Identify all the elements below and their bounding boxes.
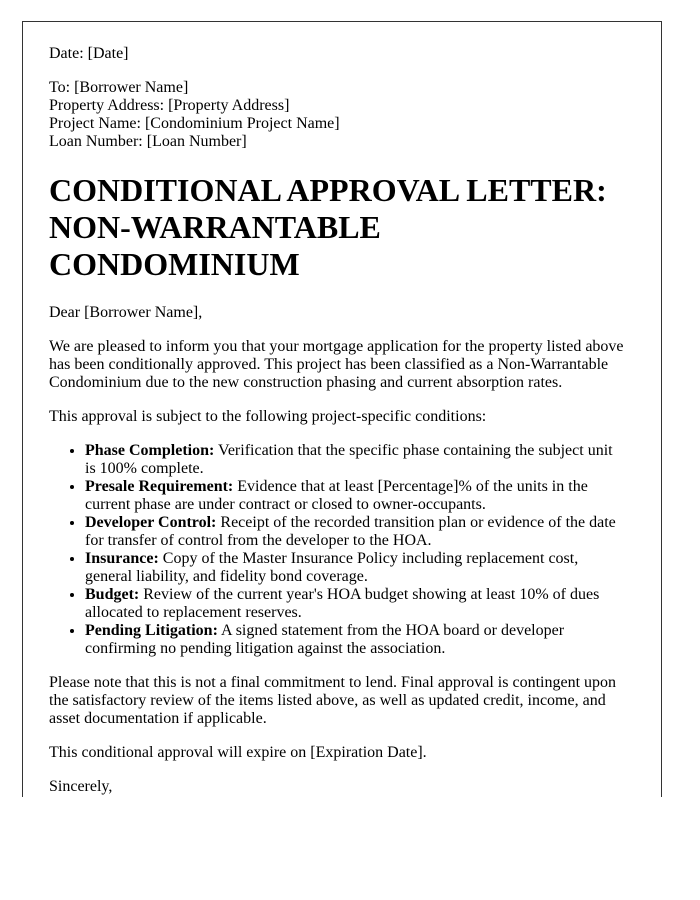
- recipient-block: [49, 79, 627, 151]
- condition-item-budget: [85, 586, 627, 622]
- condition-item-presale-requirement: [85, 478, 627, 514]
- condition-text: Verification that the specific phase containing the subject unit is 100% complete.: [85, 442, 613, 477]
- condition-item-insurance: [85, 550, 627, 586]
- conditions-intro: This approval is subject to the following project-specific conditions:: [49, 408, 487, 425]
- intro-paragraph: We are pleased to inform you that your mortgage application for the property listed above has been conditionally approved. This project has been classified as a Non-Warrantable Condominium due to the new construction phasing and current absorption rates.: [49, 338, 624, 391]
- condition-text: Review of the current year's HOA budget showing at least 10% of dues allocated to replacement reserves.: [85, 586, 600, 621]
- loan-number-line: Loan Number: [Loan Number]: [49, 133, 247, 150]
- condition-item-pending-litigation: [85, 622, 627, 658]
- condition-label: Presale Requirement:: [85, 478, 234, 495]
- condition-label: Insurance:: [85, 550, 159, 567]
- recipient-to-line: To: [Borrower Name]: [49, 79, 189, 96]
- disclaimer-paragraph: Please note that this is not a final commitment to lend. Final approval is contingent upon the satisfactory review of the items listed above, as well as updated credit, income, and asset documentation if applicable.: [49, 674, 617, 727]
- salutation: Dear [Borrower Name],: [49, 304, 203, 321]
- property-address-line: Property Address: [Property Address]: [49, 97, 290, 114]
- conditions-list: [49, 442, 627, 658]
- condition-label: Phase Completion:: [85, 442, 215, 459]
- condition-text: Evidence that at least [Percentage]% of the units in the current phase are under contract or closed to owner-occupants.: [85, 478, 588, 513]
- condition-text: Copy of the Master Insurance Policy including replacement cost, general liability, and fidelity bond coverage.: [85, 550, 579, 585]
- project-name-line: Project Name: [Condominium Project Name]: [49, 115, 340, 132]
- expiration-line: This conditional approval will expire on [Expiration Date].: [49, 744, 427, 761]
- condition-item-phase-completion: [85, 442, 627, 478]
- condition-label: Budget:: [85, 586, 140, 603]
- condition-label: Pending Litigation:: [85, 622, 218, 639]
- condition-text: Receipt of the recorded transition plan or evidence of the date for transfer of control from the developer to the HOA.: [85, 514, 616, 549]
- condition-text: A signed statement from the HOA board or developer confirming no pending litigation against the association.: [85, 622, 565, 657]
- signoff: Sincerely,: [49, 778, 113, 795]
- letter-title: CONDITIONAL APPROVAL LETTER: NON-WARRANTABLE CONDOMINIUM: [49, 172, 607, 282]
- condition-item-developer-control: [85, 514, 627, 550]
- letter-document: [22, 21, 662, 797]
- condition-label: Developer Control:: [85, 514, 217, 531]
- date-line: Date: [Date]: [49, 45, 129, 62]
